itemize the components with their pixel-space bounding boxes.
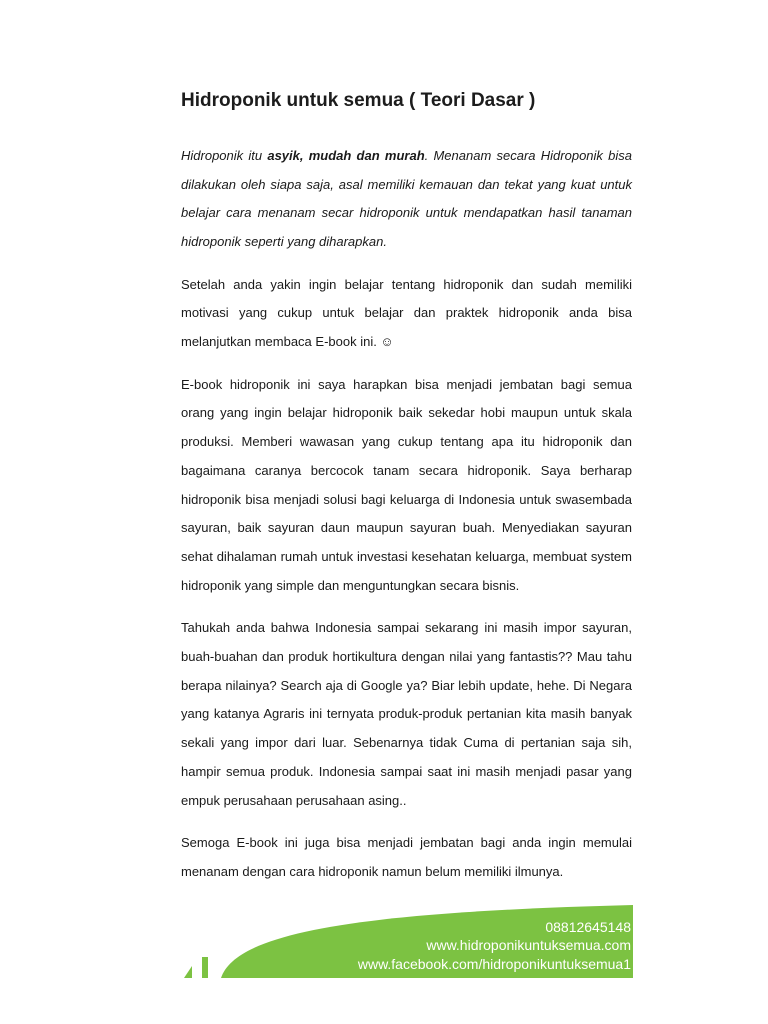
intro-text-start: Hidroponik itu <box>181 147 268 163</box>
footer-website-link[interactable]: www.hidroponikuntuksemua.com <box>426 937 631 953</box>
footer-logo-bar-tall <box>202 957 208 978</box>
paragraph-import-facts: Tahukah anda bahwa Indonesia sampai sekarang ini masih impor sayuran, buah-buahan dan produk hortikultura dengan nilai yang fantastis?? Mau tahu berapa nilainya? Search aja di Google ya? Biar lebih update, hehe. Di Negara yang katanya Agraris ini ternyata produk-produk pertanian kita masih banyak sekali yang impor dari luar. Sebenarnya tidak Cuma di pertanian saja sih, hampir semua produk. Indonesia sampai saat ini masih menjadi pasar yang empuk perusahaan perusahaan asing.. <box>181 620 632 808</box>
document-body <box>181 90 632 901</box>
footer-facebook-link[interactable]: www.facebook.com/hidroponikuntuksemua1 <box>357 956 631 972</box>
intro-emphasis: asyik, mudah dan murah <box>267 147 425 163</box>
paragraph-ebook-purpose: E-book hidroponik ini saya harapkan bisa menjadi jembatan bagi semua orang yang ingin belajar hidroponik baik sekedar hobi maupun untuk skala produksi. Memberi wawasan yang cukup tentang apa itu hidroponik dan bagaimana caranya bercocok tanam secara hidroponik. Saya berharap hidroponik bisa menjadi solusi bagi keluarga di Indonesia untuk swasembada sayuran, baik sayuran daun maupun sayuran buah. Menyediakan sayuran sehat dihalaman rumah untuk investasi kesehatan keluarga, membuat system hidroponik yang simple dan menguntungkan secara bisnis. <box>181 376 632 593</box>
footer-banner <box>181 902 633 978</box>
intro-text-rest: . Menanam secara Hidroponik bisa dilakukan oleh siapa saja, asal memiliki kemauan dan tekat yang kuat untuk belajar cara menanam secar hidroponik untuk mendapatkan hasil tanaman hidroponik seperti yang diharapkan. <box>181 147 632 249</box>
footer-phone: 08812645148 <box>545 919 631 935</box>
footer-logo-bar-small <box>184 966 192 978</box>
paragraph-closing: Semoga E-book ini juga bisa menjadi jembatan bagi anda ingin memulai menanam dengan cara hidroponik namun belum memiliki ilmunya. <box>181 835 632 879</box>
paragraph-motivation: Setelah anda yakin ingin belajar tentang hidroponik dan sudah memiliki motivasi yang cukup untuk belajar dan praktek hidroponik anda bisa melanjutkan membaca E-book ini. ☺ <box>181 276 632 350</box>
paragraph-intro <box>181 142 632 257</box>
document-title: Hidroponik untuk semua ( Teori Dasar ) <box>181 90 536 111</box>
